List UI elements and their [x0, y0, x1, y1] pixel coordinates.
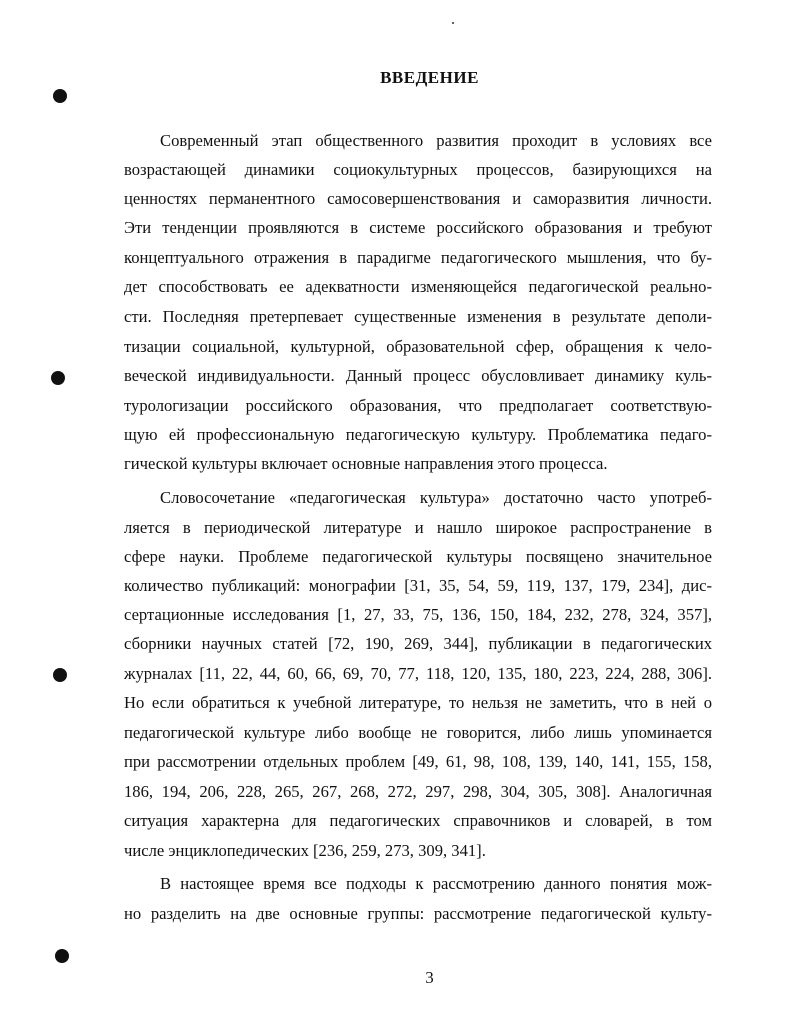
text-line: числе энциклопедических [236, 259, 273, 309, 341].	[124, 841, 486, 860]
text-line: Современный этап общественного развития проходит в условиях все	[160, 131, 712, 150]
text-line: турологизации российского образования, что предполагает соответствую-	[124, 396, 712, 415]
text-line: сти. Последняя претерпевает существенные изменения в результате деполи-	[124, 307, 712, 326]
text-line: возрастающей динамики социокультурных процессов, базирующихся на	[124, 160, 712, 179]
text-line: сфере науки. Проблеме педагогической культуры посвящено значительное	[124, 547, 712, 566]
punch-hole-mark	[51, 371, 65, 385]
text-line: Словосочетание «педагогическая культура» достаточно часто употреб-	[160, 488, 712, 507]
text-line: дет способствовать ее адекватности изменяющейся педагогической реально-	[124, 277, 712, 296]
page-number: 3	[425, 968, 434, 987]
punch-hole-mark	[53, 89, 67, 103]
text-line: концептуального отражения в парадигме педагогического мышления, что бу-	[124, 248, 712, 267]
text-line: сборники научных статей [72, 190, 269, 344], публикации в педагогических	[124, 634, 712, 653]
text-line: щую ей профессиональную педагогическую культуру. Проблематика педаго-	[124, 425, 712, 444]
text-line: Но если обратиться к учебной литературе, то нельзя не заметить, что в ней о	[124, 693, 712, 712]
text-line: Эти тенденции проявляются в системе российского образования и требуют	[124, 218, 712, 237]
scan-speck	[452, 22, 454, 24]
text-line: но разделить на две основные группы: рассмотрение педагогической культу-	[124, 904, 712, 923]
text-line: ценностях перманентного самосовершенствования и саморазвития личности.	[124, 189, 712, 208]
text-line: при рассмотрении отдельных проблем [49, 61, 98, 108, 139, 140, 141, 155, 158,	[124, 752, 712, 771]
punch-hole-mark	[53, 668, 67, 682]
text-line: гической культуры включает основные направления этого процесса.	[124, 454, 608, 473]
text-line: сертационные исследования [1, 27, 33, 75, 136, 150, 184, 232, 278, 324, 357],	[124, 605, 712, 624]
text-line: ляется в периодической литературе и нашло широкое распространение в	[124, 518, 712, 537]
text-line: педагогической культуре либо вообще не говорится, либо лишь упоминается	[124, 723, 712, 742]
text-line: 186, 194, 206, 228, 265, 267, 268, 272, 297, 298, 304, 305, 308]. Аналогичная	[124, 782, 712, 801]
text-line: ситуация характерна для педагогических справочников и словарей, в том	[124, 811, 712, 830]
text-line: количество публикаций: монографии [31, 35, 54, 59, 119, 137, 179, 234], дис-	[124, 576, 712, 595]
text-line: журналах [11, 22, 44, 60, 66, 69, 70, 77, 118, 120, 135, 180, 223, 224, 288, 306].	[124, 664, 712, 683]
punch-hole-mark	[55, 949, 69, 963]
text-line: веческой индивидуальности. Данный процесс обусловливает динамику куль-	[124, 366, 712, 385]
text-line: тизации социальной, культурной, образовательной сфер, обращения к чело-	[124, 337, 712, 356]
page-title: ВВЕДЕНИЕ	[380, 68, 479, 87]
text-line: В настоящее время все подходы к рассмотрению данного понятия мож-	[160, 874, 712, 893]
